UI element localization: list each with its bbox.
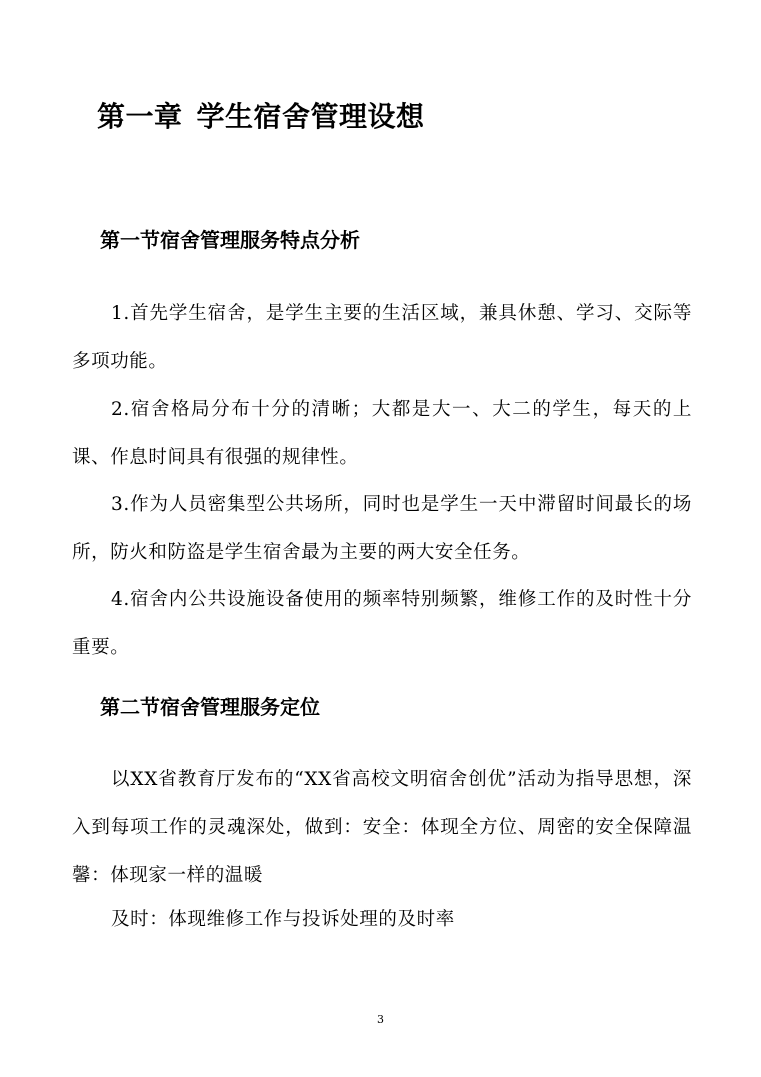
section-title-2: 第二节宿舍管理服务定位 bbox=[100, 695, 320, 719]
chapter-heading-text: 学生宿舍管理设想 bbox=[196, 100, 425, 133]
page-number: 3 bbox=[377, 1013, 384, 1026]
paragraph-2-1: 以XX省教育厅发布的“XX省高校文明宿舍创优”活动为指导思想，深入到每项工作的灵魂深处，做到：安全：体现全方位、周密的安全保障温馨：体现家一样的温暖 bbox=[72, 769, 692, 886]
paragraph-1-4: 4.宿舍内公共设施设备使用的频率特别频繁，维修工作的及时性十分重要。 bbox=[72, 589, 692, 658]
chapter-number: 第一章 bbox=[97, 100, 183, 133]
paragraph-1-1: 1.首先学生宿舍，是学生主要的生活区域，兼具休憩、学习、交际等多项功能。 bbox=[72, 303, 692, 372]
paragraph-1-3: 3.作为人员密集型公共场所，同时也是学生一天中滞留时间最长的场所，防火和防盗是学生宿舍最为主要的两大安全任务。 bbox=[72, 494, 692, 563]
paragraph-1-2: 2.宿舍格局分布十分的清晰；大都是大一、大二的学生，每天的上课、作息时间具有很强的规律性。 bbox=[72, 399, 692, 468]
chapter-title bbox=[97, 97, 425, 137]
paragraph-2-2: 及时：体现维修工作与投诉处理的及时率 bbox=[111, 909, 455, 930]
section-title-1: 第一节宿舍管理服务特点分析 bbox=[100, 228, 360, 252]
